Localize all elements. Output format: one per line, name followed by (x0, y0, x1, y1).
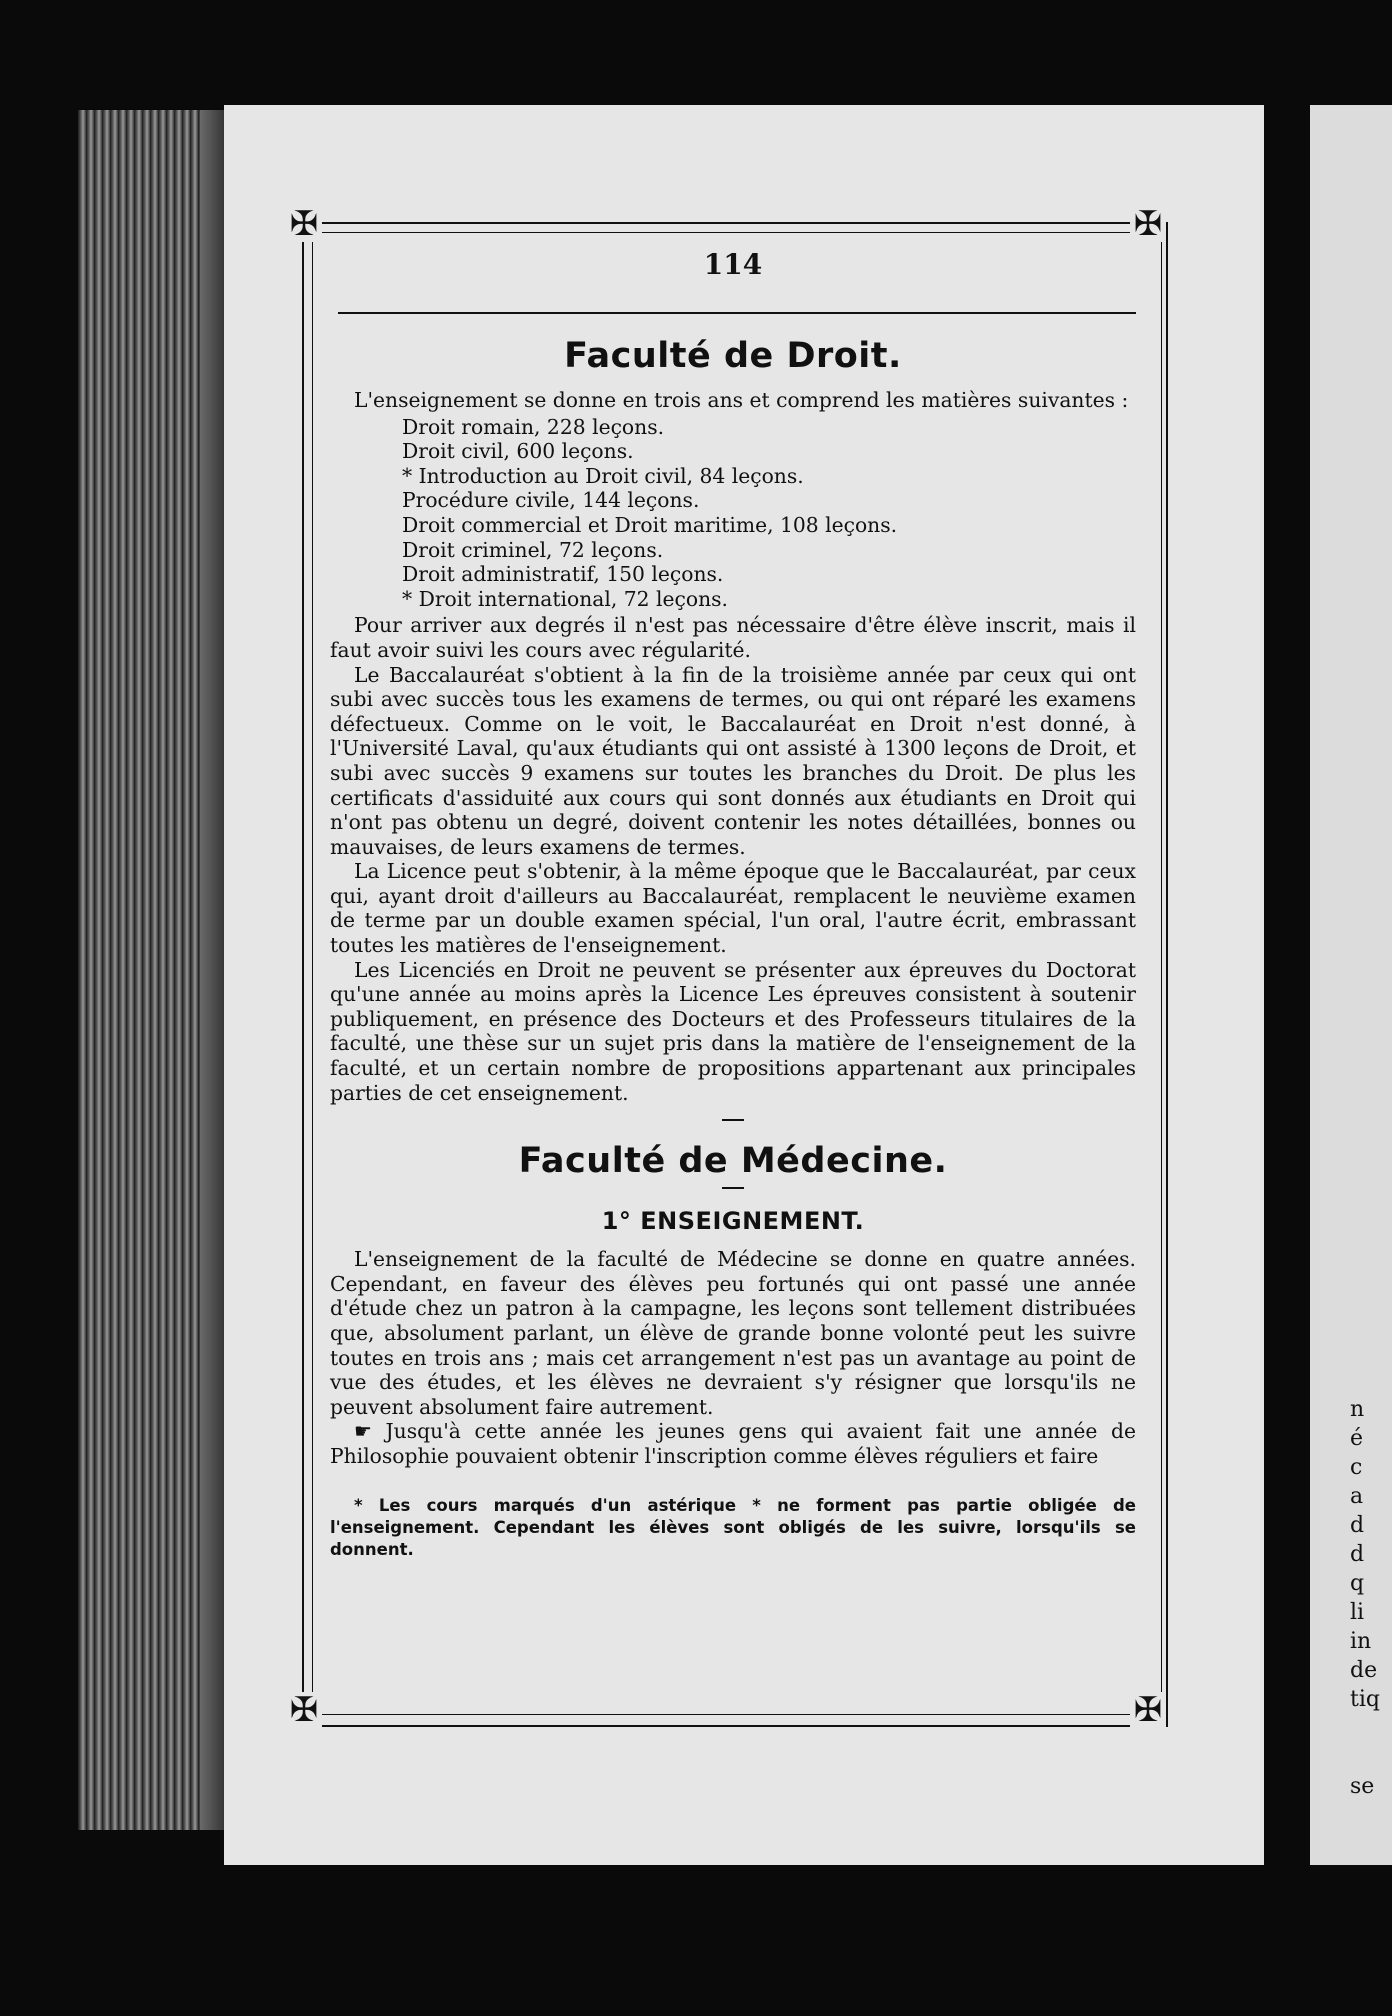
adjacent-page-fragments (1350, 1395, 1392, 1801)
medecine-paragraph (330, 1419, 1136, 1468)
header-rule (338, 312, 1136, 314)
footnote: * Les cours marqués d'un astérique * ne forment pas partie obligée de l'enseignement. Cependant les élèves sont obligés de les suivre, lorsqu'ils se donnent. (330, 1495, 1136, 1559)
list-item: * Introduction au Droit civil, 84 leçons. (402, 463, 804, 488)
droit-paragraph: Les Licenciés en Droit ne peuvent se présenter aux épreuves du Doctorat qu'une année au moins après la Licence Les épreuves consistent à soutenir publiquement, en présence des Docteurs et des Professeurs titulaires de la faculté, une thèse sur un sujet pris dans la matière de l'enseignement de la faculté, et un certain nombre de propositions appartenant aux principales parties de cet enseignement. (330, 957, 1136, 1105)
section-divider (722, 1187, 744, 1189)
droit-paragraph: La Licence peut s'obtenir, à la même époque que le Baccalauréat, par ceux qui, ayant droit d'ailleurs au Baccalauréat, remplacent le neuvième examen de terme par un double examen spécial, l'un oral, l'autre écrit, embrassant toutes les matières de l'enseignement. (330, 859, 1136, 958)
section-title-droit: Faculté de Droit. (564, 336, 902, 376)
fragment: c (1350, 1455, 1363, 1480)
adjacent-page (1310, 105, 1392, 1865)
corner-ornament-icon: ✠ (1130, 1692, 1166, 1728)
fragment: se (1350, 1774, 1375, 1799)
fragment: tiq (1350, 1687, 1380, 1712)
fragment: de (1350, 1658, 1378, 1683)
corner-ornament-icon: ✠ (286, 1692, 322, 1728)
corner-ornament-icon: ✠ (1130, 206, 1166, 242)
droit-paragraph: Pour arriver aux degrés il n'est pas nécessaire d'être élève inscrit, mais il faut avoir suivi les cours avec régularité. (330, 613, 1136, 662)
fragment: é (1350, 1426, 1364, 1451)
fragment (1350, 1714, 1392, 1743)
page-number: 114 (703, 248, 763, 281)
medecine-paragraph: L'enseignement de la faculté de Médecine se donne en quatre années. Cependant, en faveur des élèves peu fortunés qui ont passé une année d'étude chez un patron à la campagne, les leçons sont tellement distribuées que, absolument parlant, un élève de grande bonne volonté peut les suivre toutes en trois ans ; mais cet arrangement n'est pas un avantage au point de vue des études, et les élèves ne devraient s'y résigner que lorsqu'ils ne peuvent absolument faire autrement. (330, 1247, 1136, 1419)
page-content (330, 240, 1136, 1561)
fragment: d (1350, 1542, 1365, 1567)
list-item: Droit civil, 600 leçons. (402, 439, 634, 464)
list-item: Droit administratif, 150 leçons. (402, 562, 724, 587)
section-divider (722, 1119, 744, 1121)
list-item: Procédure civile, 144 leçons. (402, 488, 700, 513)
corner-ornament-icon: ✠ (286, 206, 322, 242)
fragment (1350, 1743, 1392, 1772)
pointing-hand-icon: ☛ (354, 1419, 372, 1444)
fragment: li (1350, 1600, 1365, 1625)
fragment: d (1350, 1513, 1365, 1538)
droit-intro: L'enseignement se donne en trois ans et comprend les matières suivantes : (354, 388, 1129, 412)
fragment: in (1350, 1629, 1372, 1654)
droit-course-list (402, 415, 1136, 612)
list-item: Droit criminel, 72 leçons. (402, 537, 664, 562)
section-title-medecine: Faculté de Médecine. (518, 1141, 948, 1182)
droit-paragraph: Le Baccalauréat s'obtient à la fin de la troisième année par ceux qui ont subi avec succès tous les examens de termes, ou qui ont réparé les examens défectueux. Comme on le voit, le Baccalauréat en Droit n'est donné, à l'Université Laval, qu'aux étudiants qui ont assisté à 1300 leçons de Droit, et subi avec succès 9 examens sur toutes les branches du Droit. De plus les certificats d'assiduité aux cours qui sont donnés aux étudiants en Droit qui n'ont pas obtenu un degré, doivent contenir les notes détaillées, bonnes ou mauvaises, de leurs examens de termes. (330, 662, 1136, 859)
list-item: Droit romain, 228 leçons. (402, 414, 665, 439)
list-item: * Droit international, 72 leçons. (402, 586, 728, 611)
subsection-heading: 1° ENSEIGNEMENT. (601, 1207, 865, 1236)
list-item: Droit commercial et Droit maritime, 108 leçons. (402, 512, 898, 537)
fragment: a (1350, 1484, 1364, 1509)
fragment: q (1350, 1571, 1365, 1596)
fragment: n (1350, 1397, 1365, 1422)
medecine-paragraph-text: Jusqu'à cette année les jeunes gens qui avaient fait une année de Philosophie pouvaient obtenir l'inscription comme élèves réguliers et faire (330, 1419, 1136, 1468)
